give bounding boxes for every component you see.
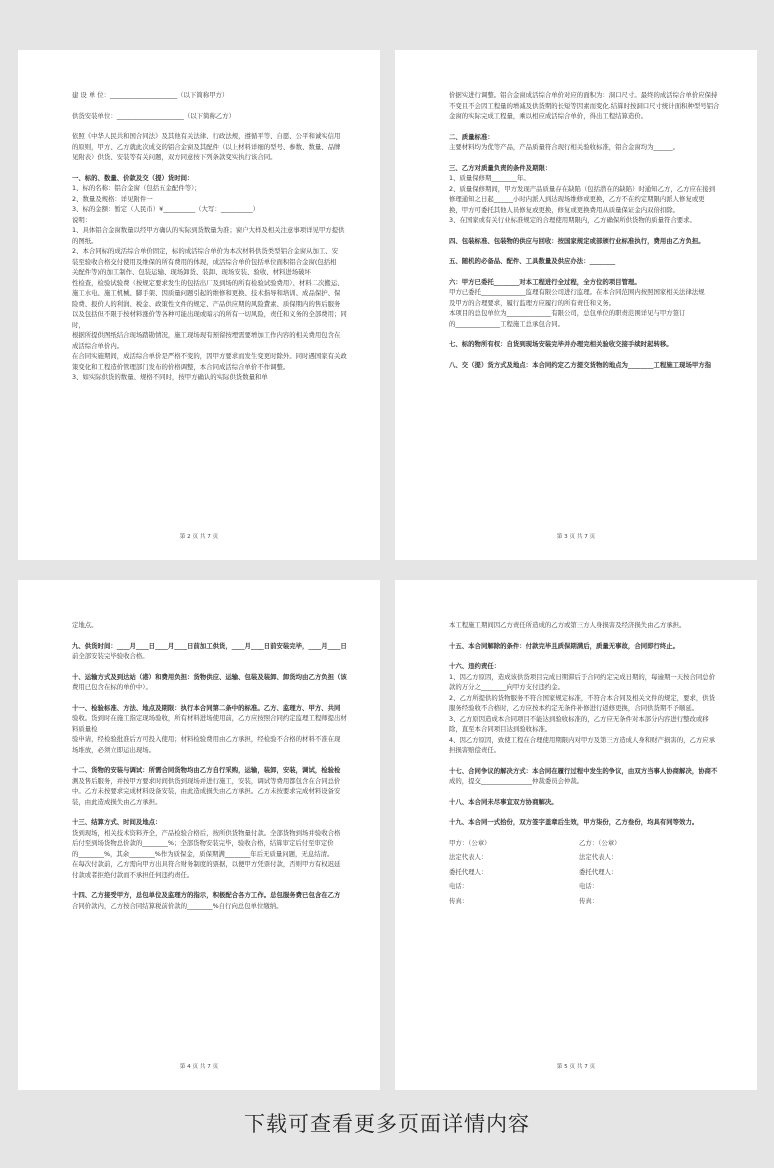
document-line: 十九、本合同一式拾份，双方签字盖章后生效，甲方柒份，乙方叁份，均具有同等效力。 — [449, 818, 699, 826]
document-line: 修理通知之日起______小时内派人到达现场维修或更换，乙方不在约定期限内派人修复或更 — [449, 195, 705, 203]
signature-row — [449, 881, 727, 892]
party-b-field: 电话： — [579, 882, 599, 890]
document-line: 4、因乙方原因，致使工程在合理使用期限内对甲方及第三方造成人身和财产损害的，乙方应承 — [449, 735, 716, 744]
document-line: 后付至到场货物总价款的________%；全部货物安装完毕，验收合格，结算审定后付至审定价 — [72, 839, 334, 847]
document-line: 成的，提交________________仲裁委员会仲裁。 — [449, 777, 584, 785]
document-line: 中。乙方未按要求完成材料设备安装，由此造成损失由乙方承担。乙方未按要求完成材料设备安 — [72, 787, 341, 795]
document-line: 险费、报价人的利润、税金、政策性文件的规定、产品供应期的风险費素、质保期内的售后服务 — [72, 299, 341, 308]
document-line: 说明： — [72, 215, 92, 224]
document-line: 十二、货物的安装与调试：所需合同货物均由乙方自行采购，运输，装卸，安装，调试，检验检 — [72, 766, 341, 774]
signature-block — [449, 838, 727, 911]
document-line: 建 设 单 位：_____________________（以下简称甲方） — [72, 91, 229, 99]
page-footer: 第 3 页 共 7 页 — [556, 533, 596, 540]
document-line: 九、供货时间：____月____日____月____日前加工供货，____月____日前安装完毕，____月____日 — [72, 641, 347, 650]
document-line: 货到现场，相关技术资料齐全，产品检验合格后，按所供货物量付款。全部货物到场并验收合格 — [72, 828, 341, 837]
document-line: 十三、结算方式、时间及地点： — [72, 818, 162, 826]
document-line: 及甲方的合理要求，履行监理方应履行的所有责任和义务。 — [449, 298, 616, 307]
signature-row — [449, 867, 727, 878]
document-line: 策变化和工程造价管理部门发布的价格调整，本合同成活综合单价不作调整。 — [72, 362, 290, 371]
document-page-3 — [395, 50, 757, 560]
document-line: 八、交（提）货方式及地点：本合同约定乙方提交货物的地点为________工程施工现场甲方指 — [449, 360, 712, 369]
document-line: 三、乙方对质量负责的条件及期限： — [449, 163, 552, 172]
document-line: 合同价款内，乙方按合同结算税前价款的________%自行向总包单位缴纳。 — [72, 901, 283, 910]
document-line: 十四、乙方接受甲方，总包单位及监理方的指示，积极配合各方工作。总包服务费已包含在乙方 — [72, 891, 341, 899]
document-line: 2、质量保修期间，甲方发现产品质量存在缺陷（包括潜在的缺陷）时通知乙方，乙方应在接到 — [449, 184, 716, 193]
signature-row — [449, 852, 727, 863]
document-line: 以及包括但不限于按材料涨价等各种可能出现或暗示的所有一切风险，责任和义务的全部费用；同时， — [72, 310, 347, 329]
document-line: 主要材料均为优等产品，产品质量符合现行相关验收标准，铝合金窗均为______。 — [449, 143, 680, 151]
document-line: 3、在国家或有关行业标准规定的合理使用期限内，乙方确保所供货物的质量符合要求。 — [449, 216, 696, 224]
document-line: 3、标的金额：暂定（人民币）¥__________（大写：__________） — [72, 205, 260, 213]
document-line: 款的万分之________向甲方支付违约金。 — [449, 683, 565, 691]
party-b-field: 乙方：（公章） — [579, 838, 621, 847]
document-line: 十八、本合同未尽事宜双方协商解决。 — [449, 797, 558, 806]
document-line: 十六、违约责任： — [449, 662, 501, 670]
page-content — [72, 90, 350, 383]
document-line: 施工水电、施工机械、脚手架、因质量问题引起的维修和更换、技术指导和培训、成品保护、保 — [72, 289, 341, 297]
party-b-field: 传真： — [579, 896, 599, 905]
document-line: 在合同实施期间，成活综合单价是严格不变的，因甲方要求而发生变更时除外。同时遇国家有关政 — [72, 352, 347, 360]
document-line: 供货安装单位：_____________________（以下简称乙方） — [72, 111, 235, 120]
document-line: 不变且不会因工程量的增减及供货期的长短等因素而变化.结算时按洞口尺寸统计面积种型号铝合 — [449, 101, 720, 110]
document-line: 3、乙方原因造成本合同项目不能达到验收标准的，乙方应无条件对本部分内容进行整改或移 — [449, 714, 709, 723]
document-line: 3、如实际供货的数量、规格不同时，按甲方确认的实际供货数量和单 — [72, 373, 268, 381]
document-line: 验申请，经检验批准后方可投入使用；材料检验费用由乙方承担，经检验不合格的材料不准在现 — [72, 735, 341, 743]
document-line: 六：甲方已委托________对本工程进行全过程，全方位的项目管理。 — [449, 277, 641, 286]
page-footer: 第 5 页 共 7 页 — [556, 1063, 596, 1070]
document-line: 服务经验收不合格时，乙方应按本约定无条件补修进行返修更换，合同供货期不予顺延。 — [449, 704, 699, 712]
document-line: 前全部安装完毕验收合格。 — [72, 652, 149, 660]
document-line: 本工程施工期间因乙方责任所造成的乙方或第三方人身损害及经济损失由乙方承担。 — [449, 621, 686, 629]
document-line: 定地点。 — [72, 621, 98, 629]
document-line: 价据实进行调整。铝合金窗成活综合单价对应的面积为：洞口尺寸。最终的成活综合单价应保持 — [449, 91, 718, 99]
page-content — [449, 620, 727, 838]
document-line: 的______________工程施工总承包合同。 — [449, 319, 565, 328]
document-line: 十一、检验标准、方法、地点及期限：执行本合同第二条中的标准。乙方、监理方、甲方、共同 — [72, 703, 341, 712]
party-a-field: 甲方：（公章） — [449, 838, 491, 847]
party-a-field: 电话： — [449, 882, 469, 890]
document-line: 在每次付款前，乙方需向甲方出具符合财务制度的票据，以便甲方凭票付款，否则甲方有权迟延 — [72, 860, 341, 868]
document-line: 的图纸。 — [72, 236, 98, 245]
document-line: 一、标的、数量、价款及交（提）货时间： — [72, 173, 194, 182]
document-line: 四、包装标准、包装物的供应与回收：按国家规定或部颁行业标准执行，费用由乙方负担。 — [449, 236, 705, 245]
document-line: 金窗的实际完成工程量，乘以相应成活综合单价，得出工程结算造价。 — [449, 112, 648, 120]
party-a-field: 法定代表人： — [449, 853, 488, 861]
document-line: 场堆放，必须立即运出现场。 — [72, 745, 156, 754]
party-b-field: 法定代表人： — [579, 853, 618, 861]
document-line: 1、质量保修期________年。 — [449, 174, 530, 182]
document-line: 甲方已委托______________监理有限公司进行监理。在本合同范围内按照国家相关法律法规 — [449, 288, 705, 296]
document-line: 根据所提供图纸结合现场踏勘情况，施工现场现有预留按埋需要增加工作内容的相关费用包含在 — [72, 331, 341, 339]
party-a-field: 委托代理人： — [449, 867, 488, 876]
page-content — [449, 90, 727, 370]
signature-row — [449, 838, 727, 849]
document-line: 关配件等)的加工制作、包装运输、现场卸货、装卸、现场安装、验收、材料进场破坏 — [72, 268, 311, 276]
document-line: 十、运输方式及到达站（港）和费用负担：货物供应、运输、包装及装卸、卸货均由乙方负担（该 — [72, 672, 347, 681]
document-line: 的原则，甲方、乙方就此次成交的铝合金窗及其配件（以上材料详细的型号、参数、数量、品牌 — [72, 142, 341, 151]
document-line: 十五、本合同解除的条件：付款完毕且质保期满后，质量无事故，合同即行终止。 — [449, 641, 680, 650]
document-line: 验收。货到时在施工指定现场验收，所有材料进场使用前，乙方应按照合同约定监理工程师提出材料质量检 — [72, 714, 347, 733]
document-line: 2、乙方所提供的货物服务不符合国家规定标准，不符合本合同及相关文件的规定，要求，供货 — [449, 693, 716, 702]
page-footer: 第 2 页 共 7 页 — [179, 533, 219, 540]
document-line: 测及售后服务，并按甲方要求时间供货到现场并进行施工，安装，调试等费用都包含在合同总价 — [72, 776, 341, 785]
document-line: 担损害赔偿责任。 — [449, 746, 501, 754]
document-line: 五、随机的必备品、配件、工具数量及供应办法：________ — [449, 257, 616, 265]
page-content — [72, 620, 350, 911]
party-a-field: 传真： — [449, 896, 469, 905]
document-line: 本项目的总包单位为______________有限公司，总包单位的职责范围详见与甲方签订 — [449, 309, 686, 317]
document-line: 装，由此造成损失由乙方承担。 — [72, 797, 162, 806]
download-caption[interactable]: 下载可查看更多页面详情内容 — [244, 1112, 530, 1136]
page-footer: 第 4 页 共 7 页 — [179, 1063, 219, 1070]
signature-row — [449, 896, 727, 907]
document-page-2 — [18, 50, 380, 560]
document-line: 二、质量标准： — [449, 132, 494, 141]
document-line: 见附表）供货、安装等有关问题，双方同意按下列条款变实执行该合同。 — [72, 153, 277, 161]
document-line: 付款或者拒绝付款而不承担任何违约责任。 — [72, 870, 194, 879]
document-line: 七、标的物所有权：自货到现场安装完毕并办理完相关验收交接手续时起转移。 — [449, 340, 673, 348]
document-line: 2、数量及规格：详见附件一 — [72, 194, 153, 203]
document-line: 装至验收合格交付使用及维保的所有费用的体现，成活综合单价包括单位面积铝合金窗(包括相 — [72, 257, 337, 266]
document-line: 性检查，检验试验费（按规定要求发生的包括出厂及到场的所有检验试验费用）、材料二次搬运、 — [72, 278, 344, 287]
document-line: 1、具体铝合金窗数量以经甲方确认的实际到货数量为准；窗户大样及相关注意事项详见甲方提供 — [72, 226, 345, 234]
document-page-5 — [395, 580, 757, 1090]
document-page-4 — [18, 580, 380, 1090]
document-line: 十七、合同争议的解决方式：本合同在履行过程中发生的争议，由双方当事人协商解决，协商不 — [449, 766, 718, 775]
document-line: 2、本合同标的成活综合单价固定，标的成活综合单价为本次材料供货类型铝合金窗从加工、安 — [72, 247, 339, 255]
document-line: 1、因乙方原因，造成该供货项目完成日期滞后于合同约定完成日期的，每逾期一天按合同总价 — [449, 672, 716, 681]
document-line: 换，甲方可委托其他人员修复或更换，修复或更换费用从质量保证金内双倍扣除。 — [449, 205, 680, 214]
document-line: 除，直至本合同项目达到验收标准。 — [449, 725, 552, 733]
document-line: 的________%，其余________%作为质保金，质保期满________年后无质量问题，无息结清。 — [72, 849, 334, 858]
document-line: 1、标的名称：铝合金窗（包括五金配件等）； — [72, 184, 201, 192]
document-line: 成活综合单价内。 — [72, 341, 124, 350]
document-line: 费用已包含在标的单价中）。 — [72, 683, 152, 691]
party-b-field: 委托代理人： — [579, 867, 618, 876]
document-line: 依照《中华人民共和国合同法》及其他有关法律、行政法规，遵循平等、自愿、公平和诚实信用 — [72, 132, 341, 140]
